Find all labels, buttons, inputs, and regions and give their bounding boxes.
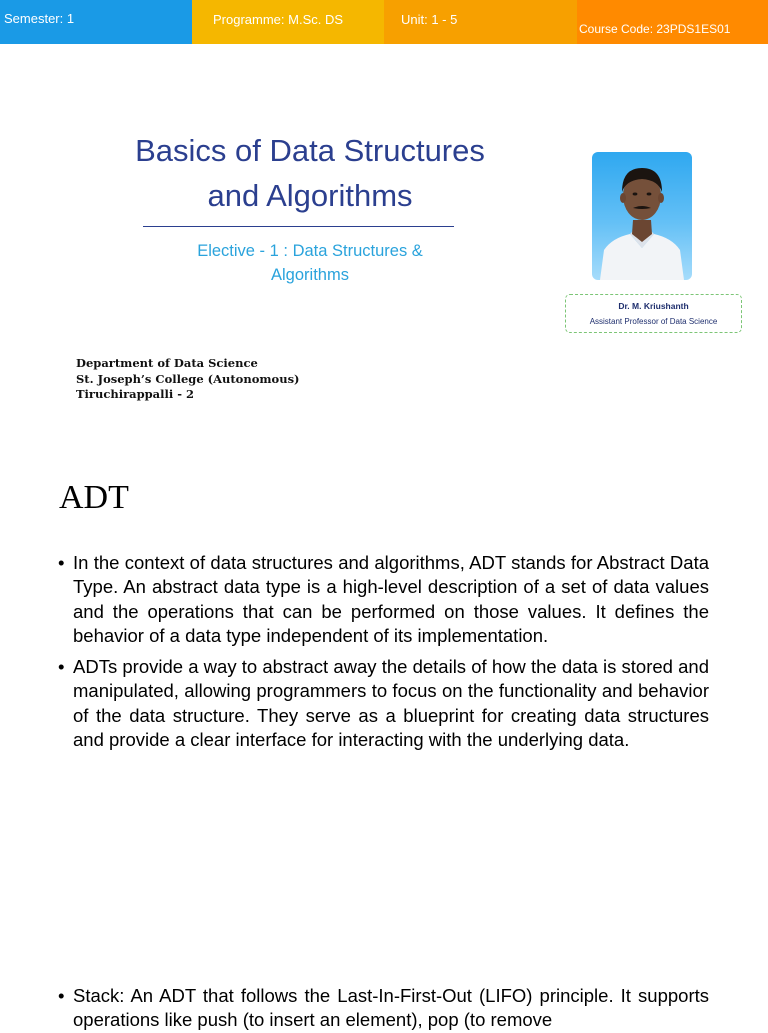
course-subtitle: [150, 239, 470, 287]
header-bar: [0, 0, 768, 44]
semester-label: Semester: 1: [0, 0, 192, 44]
bullet-list: [58, 551, 709, 759]
college-name: St. Joseph’s College (Autonomous): [76, 371, 300, 386]
bullet-text: Stack: An ADT that follows the Last-In-First-Out (LIFO) principle. It supports operations like push (to insert an element), pop (to remove: [73, 985, 709, 1031]
course-code-label: Course Code: 23PDS1ES01: [577, 0, 768, 44]
author-name: Dr. M. Kriushanth: [618, 301, 689, 311]
list-item: [58, 551, 709, 648]
course-title: [100, 128, 520, 218]
college-location: Tiruchirappalli - 2: [76, 387, 195, 401]
author-role: Assistant Professor of Data Science: [589, 317, 718, 326]
bullet-dot-icon: •: [58, 985, 65, 1006]
bullet-list-continued: [58, 984, 709, 1033]
author-portrait-icon: [592, 152, 692, 280]
course-subtitle-line1: Elective - 1 : Data Structures &: [197, 242, 423, 260]
course-title-line2: and Algorithms: [207, 178, 413, 213]
course-title-line1: Basics of Data Structures: [135, 133, 485, 168]
section-heading: ADT: [59, 479, 129, 516]
author-photo: [592, 152, 692, 280]
list-item: [58, 984, 709, 1033]
title-divider: [143, 226, 454, 227]
programme-label: Programme: M.Sc. DS: [192, 0, 384, 44]
author-name-card: [565, 294, 742, 333]
course-subtitle-line2: Algorithms: [271, 266, 349, 284]
list-item: [58, 655, 709, 752]
bullet-dot-icon: •: [58, 656, 65, 678]
unit-label: Unit: 1 - 5: [384, 0, 577, 44]
bullet-dot-icon: •: [58, 552, 65, 573]
department-info: [76, 356, 300, 403]
bullet-text: In the context of data structures and algorithms, ADT stands for Abstract Data Type. An abstract data type is a high-level description of a set of data values and the operations that can be performed on those values. It defines the behavior of a data type independent of its implementation.: [73, 552, 709, 646]
bullet-text: ADTs provide a way to abstract away the details of how the data is stored and manipulated, allowing programmers to focus on the functionality and behavior of the data structure. They serve as a blueprint for creating data structures and provide a clear interface for interacting with the underlying data.: [73, 656, 709, 751]
department-name: Department of Data Science: [76, 356, 258, 370]
